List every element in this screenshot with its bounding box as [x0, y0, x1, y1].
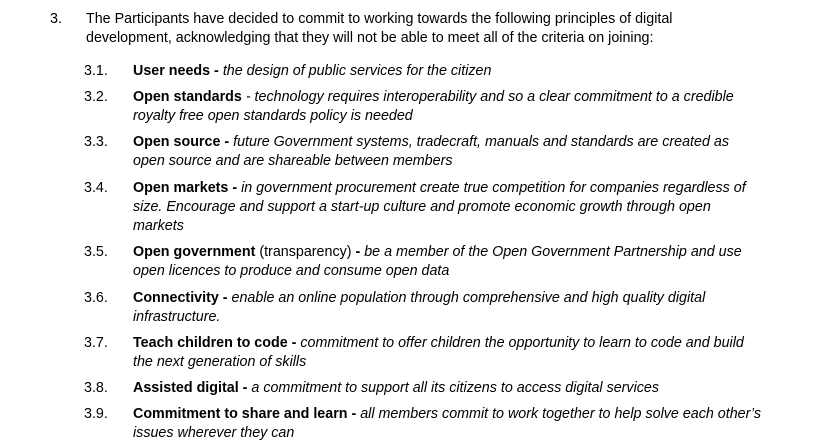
- paragraph-line-1: The Participants have decided to commit to working towards the following principles of digital: [86, 11, 673, 27]
- item-body: [133, 88, 783, 126]
- item-number: 3.3.: [84, 134, 108, 150]
- item-line: [133, 62, 783, 81]
- item-definition: all members commit to work together to help solve each other’s: [360, 406, 761, 422]
- item-number: 3.2.: [84, 89, 108, 105]
- item-line: [133, 88, 783, 107]
- item-number: 3.5.: [84, 244, 108, 260]
- item-definition: commitment to offer children the opportunity to learn to code and build: [300, 335, 744, 351]
- item-line: [133, 133, 783, 152]
- item-definition-cont: size. Encourage and support a start-up culture and promote economic growth through open: [133, 199, 711, 215]
- item-term: Open markets -: [133, 180, 238, 196]
- item-line: [133, 334, 783, 353]
- item-definition-cont: open source and are shareable between members: [133, 153, 453, 169]
- paragraph-line-2: development, acknowledging that they will not be able to meet all of the criteria on joining:: [86, 30, 654, 46]
- item-line: [133, 379, 783, 398]
- item-definition: future Government systems, tradecraft, manuals and standards are created as: [233, 134, 729, 150]
- item-definition: the design of public services for the citizen: [222, 63, 492, 79]
- item-definition: - technology requires interoperability and so a clear commitment to a credible: [245, 89, 734, 105]
- item-line: [133, 289, 783, 308]
- item-term: User needs -: [133, 63, 219, 79]
- item-line: [133, 179, 783, 198]
- item-definition-cont: issues wherever they can: [133, 425, 295, 441]
- item-definition-cont: markets: [133, 218, 184, 234]
- item-number: 3.9.: [84, 406, 108, 422]
- item-definition-cont: open licences to produce and consume open data: [133, 263, 450, 279]
- item-body: [133, 133, 783, 171]
- item-term: Open government: [133, 244, 256, 260]
- item-number: 3.7.: [84, 335, 108, 351]
- item-term: Open standards: [133, 89, 242, 105]
- item-body: [133, 405, 783, 443]
- item-line: [133, 405, 783, 424]
- item-parenthetical: (transparency): [259, 244, 352, 260]
- item-number: 3.4.: [84, 180, 108, 196]
- item-term: Assisted digital -: [133, 380, 248, 396]
- item-term: Teach children to code -: [133, 335, 297, 351]
- item-number: 3.1.: [84, 63, 108, 79]
- item-term-dash: -: [355, 244, 361, 260]
- item-definition-cont: royalty free open standards policy is needed: [133, 108, 413, 124]
- item-definition: in government procurement create true competition for companies regardless of: [241, 180, 746, 196]
- paragraph-text: [86, 10, 726, 48]
- item-line: [133, 243, 783, 262]
- item-number: 3.6.: [84, 290, 108, 306]
- item-definition: be a member of the Open Government Partnership and use: [364, 244, 742, 260]
- item-body: [133, 179, 783, 236]
- item-definition-cont: infrastructure.: [133, 309, 221, 325]
- paragraph-number: 3.: [50, 11, 62, 27]
- item-definition-cont: the next generation of skills: [133, 354, 307, 370]
- item-number: 3.8.: [84, 380, 108, 396]
- item-body: [133, 334, 783, 372]
- item-definition: a commitment to support all its citizens to access digital services: [251, 380, 660, 396]
- item-term: Commitment to share and learn -: [133, 406, 357, 422]
- item-definition: enable an online population through comprehensive and high quality digital: [231, 290, 706, 306]
- item-body: [133, 243, 783, 281]
- item-term: Open source -: [133, 134, 230, 150]
- item-term: Connectivity -: [133, 290, 228, 306]
- item-body: [133, 62, 783, 81]
- item-body: [133, 289, 783, 327]
- item-body: [133, 379, 783, 398]
